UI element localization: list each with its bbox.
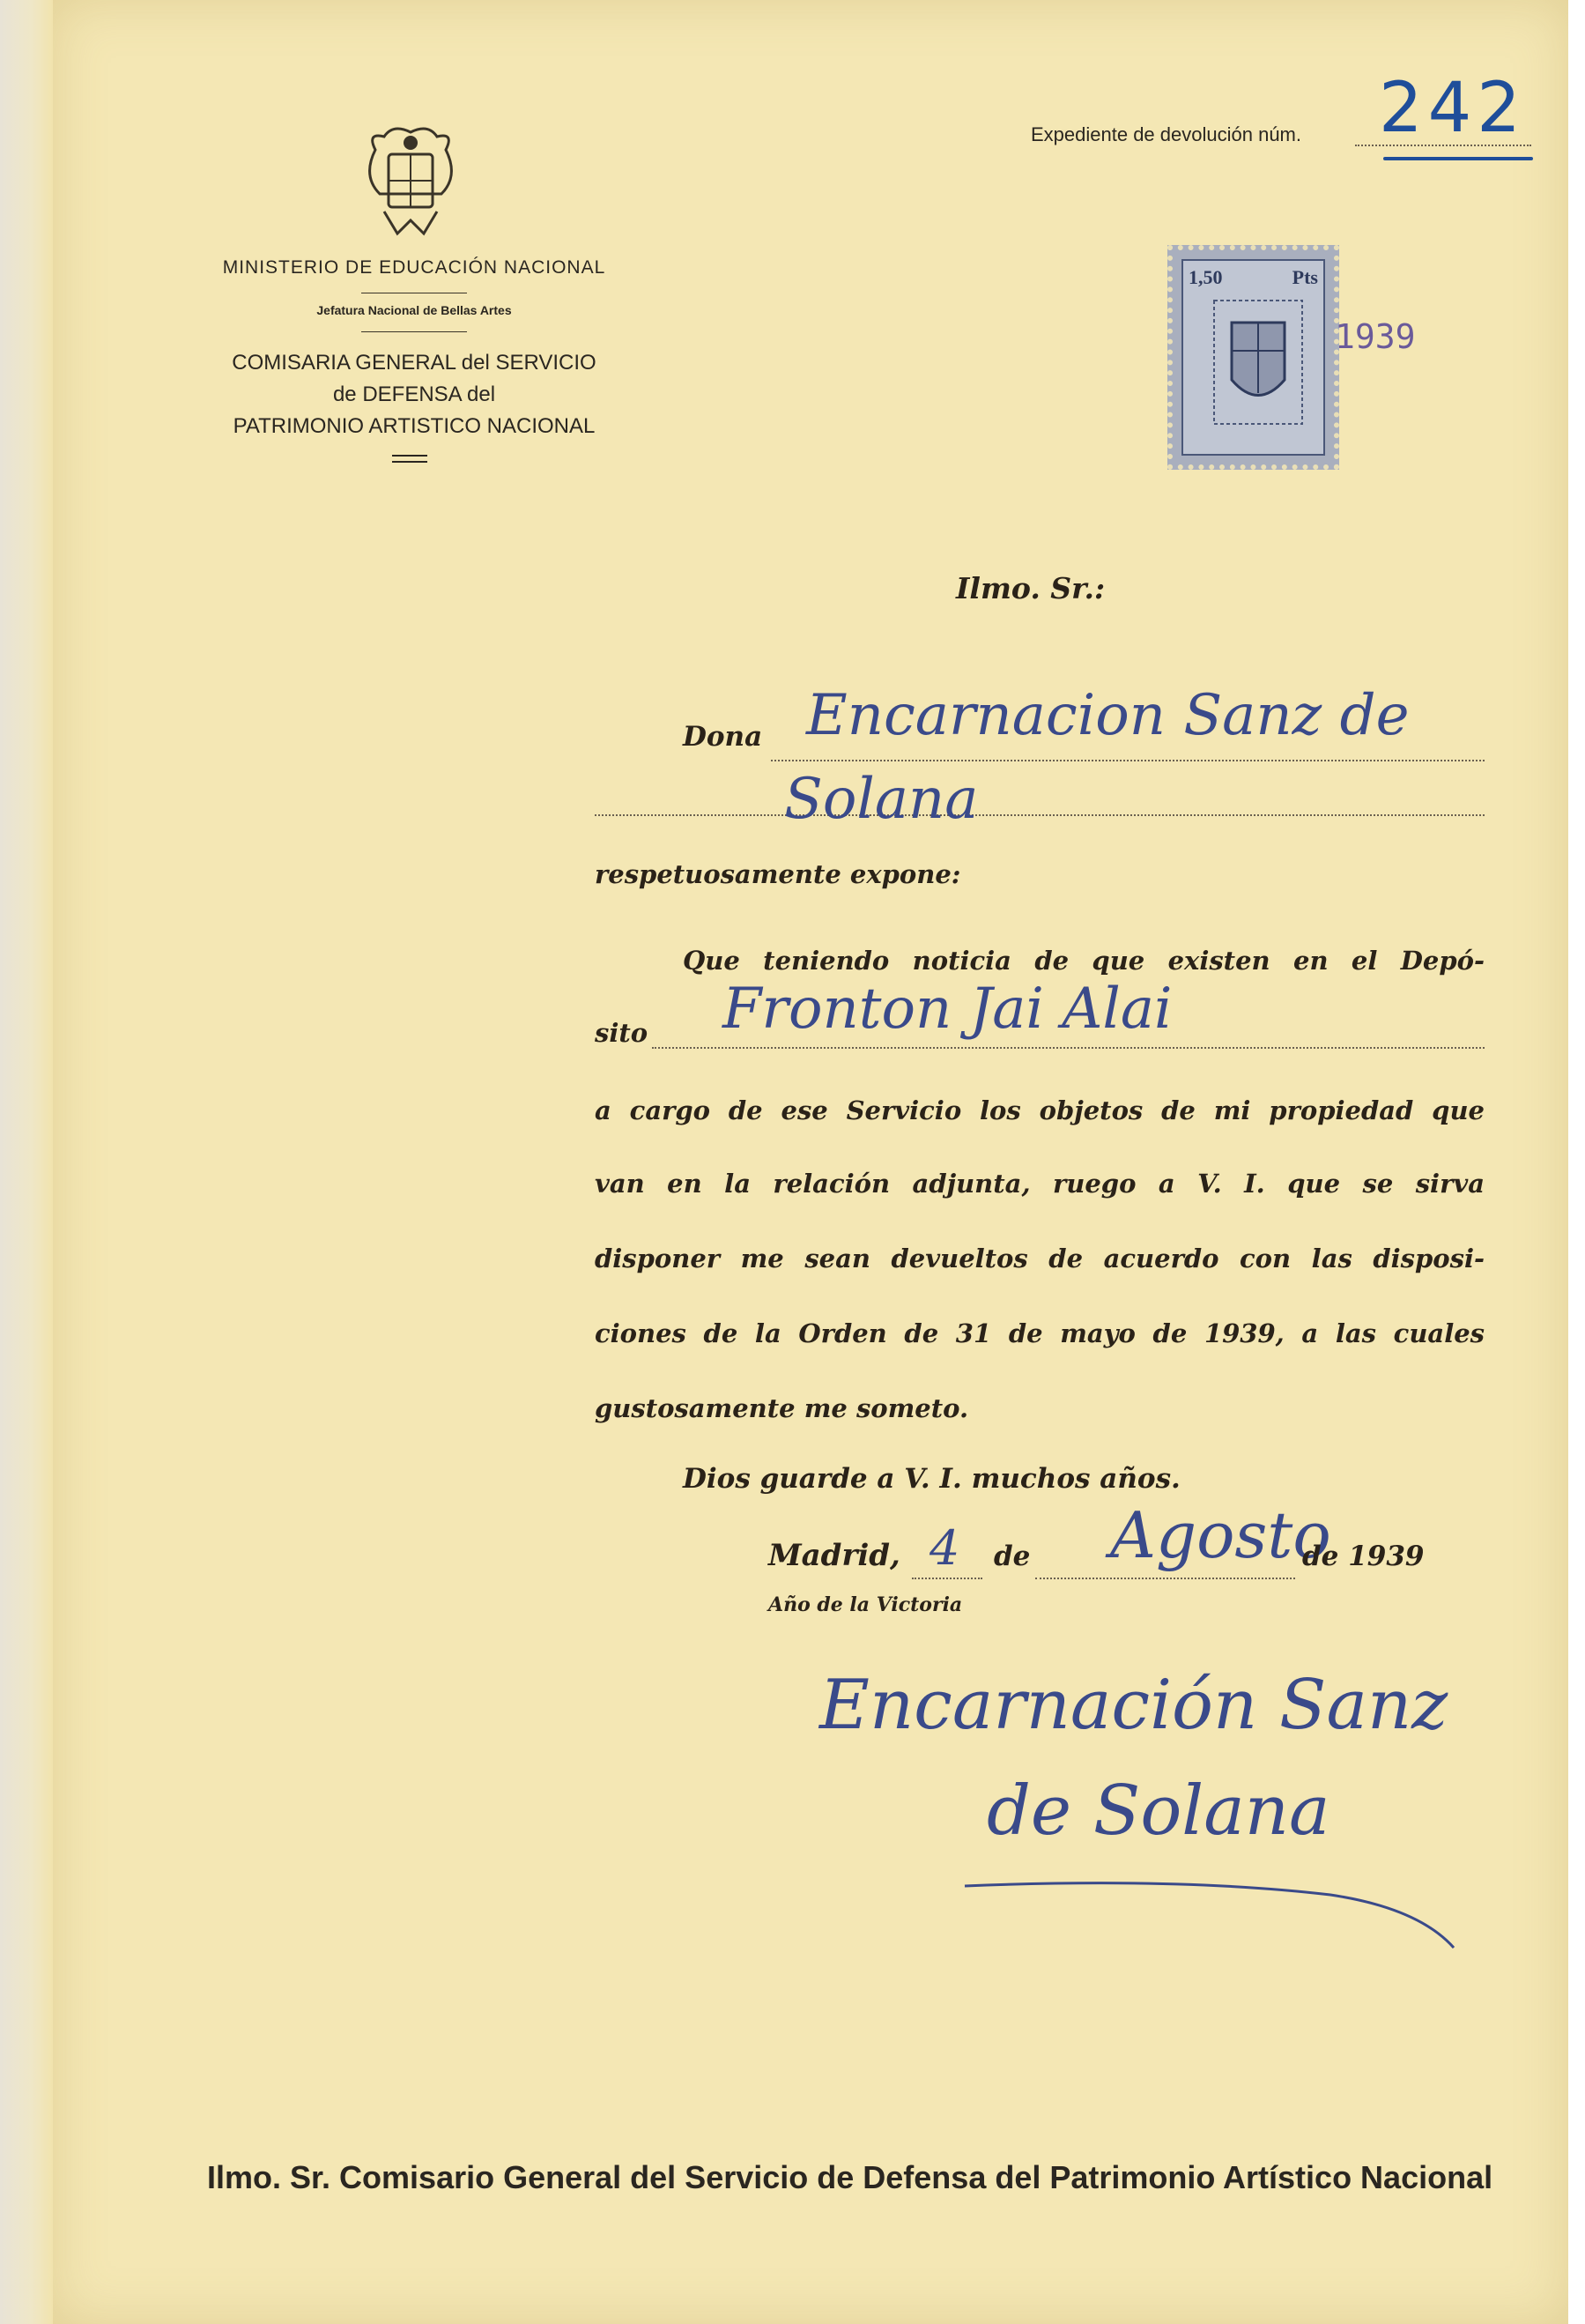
month-handwritten: Agosto bbox=[1110, 1498, 1331, 1572]
expediente-label: Expediente de devolución núm. bbox=[1031, 123, 1301, 145]
signature: de Solana bbox=[987, 1771, 1330, 1851]
expone-text: respetuosamente expone: bbox=[595, 859, 961, 889]
stamp-cancel-year: 1939 bbox=[1335, 317, 1416, 356]
document-page bbox=[53, 0, 1568, 2324]
day-handwritten: 4 bbox=[930, 1520, 960, 1576]
signature-flourish bbox=[960, 1860, 1463, 1956]
jefatura-heading: Jefatura Nacional de Bellas Artes bbox=[316, 303, 512, 317]
place-label: Madrid, bbox=[768, 1538, 900, 1573]
closing-line: Dios guarde a V. I. muchos años. bbox=[683, 1463, 1181, 1495]
comisaria-heading bbox=[211, 347, 617, 442]
ministry-heading: MINISTERIO DE EDUCACIÓN NACIONAL bbox=[222, 257, 606, 278]
date-year: de 1939 bbox=[1302, 1541, 1425, 1572]
coat-of-arms-icon bbox=[358, 123, 463, 247]
stamp-shield-icon bbox=[1210, 296, 1307, 428]
header-double-rule bbox=[392, 455, 427, 463]
stamp-unit: Pts bbox=[1292, 266, 1318, 288]
ano-victoria: Año de la Victoria bbox=[768, 1593, 963, 1616]
revenue-stamp bbox=[1167, 245, 1339, 470]
expediente-underline bbox=[1383, 157, 1533, 160]
month-dotted-line bbox=[1035, 1578, 1295, 1579]
signature: Encarnación Sanz bbox=[819, 1666, 1448, 1745]
day-dotted-line bbox=[912, 1578, 982, 1579]
stamp-frame bbox=[1181, 259, 1325, 456]
body-line: a cargo de ese Servicio los objetos de mi propiedad que bbox=[595, 1095, 1485, 1125]
comisaria-line: PATRIMONIO ARTISTICO NACIONAL bbox=[233, 414, 596, 438]
body-line: ciones de la Orden de 31 de mayo de 1939, a las cuales bbox=[595, 1318, 1485, 1348]
name-dotted-line bbox=[595, 814, 1485, 816]
dona-label: Dona bbox=[683, 721, 763, 753]
salutation: Ilmo. Sr.: bbox=[956, 571, 1106, 605]
body-line: disponer me sean devueltos de acuerdo con las disposi- bbox=[595, 1244, 1485, 1273]
body-line: van en la relación adjunta, ruego a V. I. que se sirva bbox=[595, 1169, 1485, 1199]
deposito-dotted-line bbox=[652, 1047, 1485, 1049]
body-line: gustosamente me someto. bbox=[595, 1393, 969, 1423]
stamp-value: 1,50 bbox=[1189, 266, 1223, 288]
body-line: Que teniendo noticia de que existen en el Depó- bbox=[683, 946, 1485, 976]
scan-edge bbox=[0, 0, 53, 2324]
header-divider bbox=[361, 331, 467, 332]
name-dotted-line bbox=[771, 760, 1485, 761]
comisaria-line: de DEFENSA del bbox=[332, 382, 496, 406]
date-de: de bbox=[994, 1541, 1031, 1572]
deposito-handwritten: Fronton Jai Alai bbox=[722, 976, 1173, 1042]
comisaria-line: COMISARIA GENERAL del SERVICIO bbox=[232, 351, 596, 375]
sito-label: sito bbox=[595, 1018, 648, 1048]
applicant-name-handwritten: Encarnacion Sanz de bbox=[806, 683, 1410, 748]
expediente-number: 242 bbox=[1379, 69, 1526, 148]
addressee-footer: Ilmo. Sr. Comisario General del Servicio de Defensa del Patrimonio Artístico Nacional bbox=[207, 2159, 1493, 2195]
applicant-name-handwritten: Solana bbox=[784, 767, 979, 832]
